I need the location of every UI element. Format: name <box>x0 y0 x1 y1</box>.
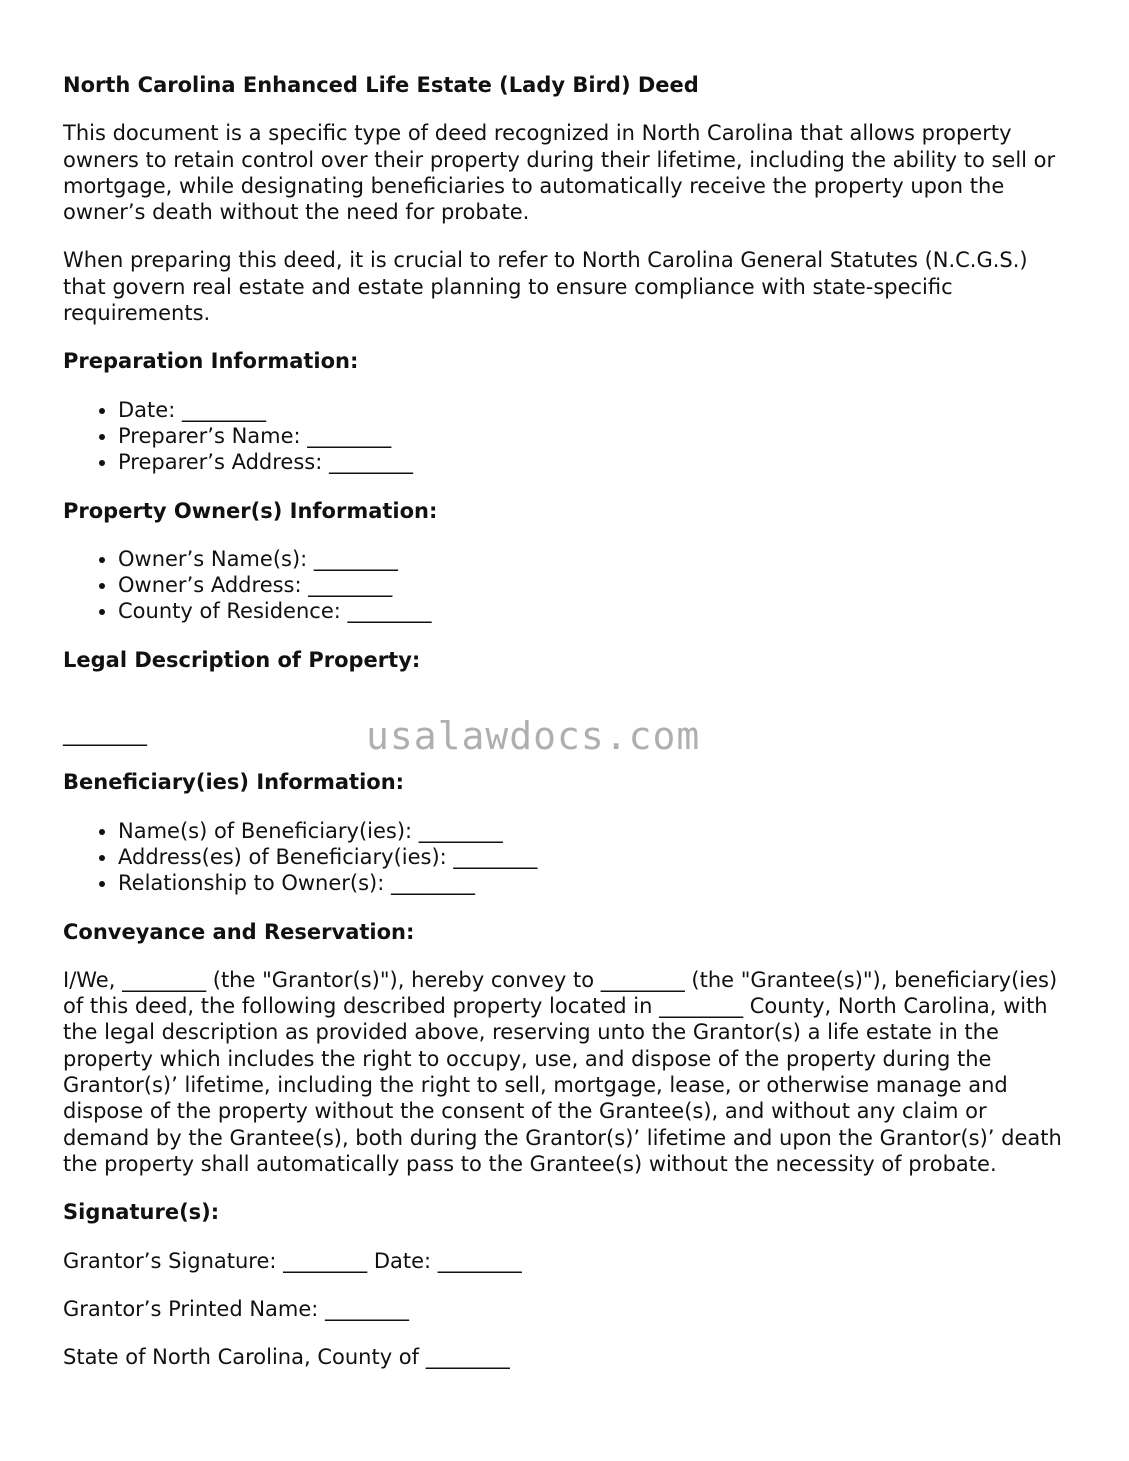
list-item: • Preparer’s Address: ________ <box>118 449 1073 475</box>
legal-description-heading: Legal Description of Property: <box>63 647 421 672</box>
signatures-heading: Signature(s): <box>63 1200 220 1225</box>
list-item: • Owner’s Name(s): ________ <box>118 546 1073 572</box>
owner-list <box>63 546 1073 625</box>
owner-heading: Property Owner(s) Information: <box>63 498 438 523</box>
list-item: • Name(s) of Beneficiary(ies): ________ <box>118 818 1073 844</box>
list-item: • Relationship to Owner(s): ________ <box>118 870 1073 896</box>
printed-name-line: Grantor’s Printed Name: ________ <box>63 1296 410 1321</box>
list-item: • Preparer’s Name: ________ <box>118 423 1073 449</box>
conveyance-paragraph: I/We, ________ (the "Grantor(s)"), hereby convey to ________ (the "Grantee(s)"), beneficiary(ies) of this deed, the following described property located in ________ County, North Carolina, with the legal description as provided above, reserving unto the Grantor(s) a life estate in the property which includes the right to occupy, use, and dispose of the property during the Grantor(s)’ lifetime, including the right to sell, mortgage, lease, or otherwise manage and dispose of the property without the consent of the Grantee(s), and without any claim or demand by the Grantee(s), both during the Grantor(s)’ lifetime and upon the Grantor(s)’ death the property shall automatically pass to the Grantee(s) without the necessity of probate. <box>63 967 1062 1176</box>
preparation-heading: Preparation Information: <box>63 349 359 374</box>
watermark: usalawdocs.com <box>366 714 701 758</box>
list-item: • Date: ________ <box>118 397 1073 423</box>
beneficiary-list <box>63 818 1073 897</box>
list-item: • County of Residence: ________ <box>118 598 1073 624</box>
beneficiary-heading: Beneficiary(ies) Information: <box>63 770 405 795</box>
signature-date-line: Grantor’s Signature: ________ Date: ________ <box>63 1248 522 1273</box>
county-line: State of North Carolina, County of ________ <box>63 1345 510 1370</box>
preparation-list <box>63 397 1073 476</box>
intro-paragraph-2: When preparing this deed, it is crucial to refer to North Carolina General Statutes (N.C.G.S.) that govern real estate and estate planning to ensure compliance with state-specific requirements. <box>63 248 1028 326</box>
intro-paragraph-1: This document is a specific type of deed recognized in North Carolina that allows property owners to retain control over their property during their lifetime, including the ability to sell or mortgage, while designating beneficiaries to automatically receive the property upon the owner’s death without the need for probate. <box>63 121 1056 225</box>
list-item: • Owner’s Address: ________ <box>118 572 1073 598</box>
document-title: North Carolina Enhanced Life Estate (Lady Bird) Deed <box>63 73 699 97</box>
conveyance-heading: Conveyance and Reservation: <box>63 919 415 944</box>
legal-description-blank: ________ <box>63 722 147 747</box>
list-item: • Address(es) of Beneficiary(ies): ________ <box>118 844 1073 870</box>
